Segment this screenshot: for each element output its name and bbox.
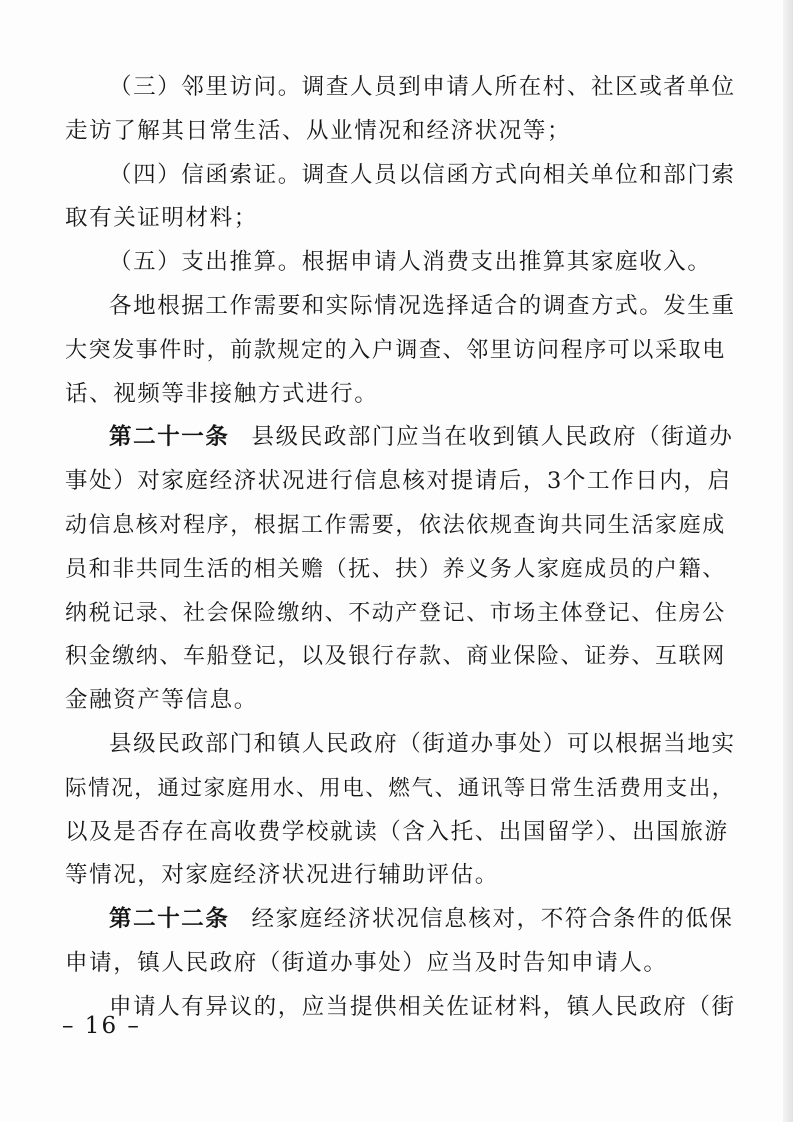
paragraph-line: 纳税记录、社会保险缴纳、不动产登记、市场主体登记、住房公 [65, 600, 726, 626]
article-21-text: 县级民政部门应当在收到镇人民政府（街道办 [251, 424, 734, 451]
paragraph-line: 积金缴纳、车船登记，以及银行存款、商业保险、证券、互联网 [65, 644, 726, 670]
paragraph-line: 金融资产等信息。 [65, 687, 258, 714]
document-body [65, 66, 737, 1030]
paragraph-line: 以及是否存在高收费学校就读（含入托、出国留学）、出国旅游 [65, 818, 729, 845]
paragraph-line: 走访了解其日常生活、从业情况和经济状况等； [65, 117, 572, 144]
paragraph-line: （三）邻里访问。调查人员到申请人所在村、社区或者单位 [109, 74, 736, 100]
paragraph-line: 各地根据工作需要和实际情况选择适合的调查方式。发生重 [109, 292, 736, 319]
article-21-first-line [65, 416, 737, 460]
paragraph-line: 县级民政部门和镇人民政府（街道办事处）可以根据当地实 [109, 730, 736, 757]
paragraph-line: 申请，镇人民政府（街道办事处）应当及时告知申请人。 [65, 949, 668, 976]
article-22-text: 经家庭经济状况信息核对，不符合条件的低保 [251, 906, 734, 933]
page-edge-shadow [783, 0, 793, 1122]
paragraph-line: 际情况，通过家庭用水、用电、燃气、通讯等日常生活费用支出， [65, 775, 735, 801]
paragraph-line: （五）支出推算。根据申请人消费支出推算其家庭收入。 [109, 249, 712, 276]
paragraph-line: 申请人有异议的，应当提供相关佐证材料，镇人民政府（街 [109, 993, 736, 1020]
paragraph-line: 取有关证明材料； [65, 205, 258, 232]
article-22-heading: 第二十二条 [109, 906, 230, 933]
paragraph-line: 大突发事件时，前款规定的入户调查、邻里访问程序可以采取电 [65, 337, 726, 363]
paragraph-line: 事处）对家庭经济状况进行信息核对提请后，3个工作日内，启 [65, 468, 732, 495]
paragraph-line: 话、视频等非接触方式进行。 [65, 380, 379, 407]
paragraph-line: （四）信函索证。调查人员以信函方式向相关单位和部门索 [109, 161, 736, 188]
page-number: – 16 – [62, 1013, 141, 1039]
paragraph-line: 等情况，对家庭经济状况进行辅助评估。 [65, 862, 499, 889]
paragraph-line: 动信息核对程序，根据工作需要，依法依规查询共同生活家庭成 [65, 512, 726, 538]
paragraph-line: 员和非共同生活的相关赡（抚、扶）养义务人家庭成员的户籍、 [65, 556, 726, 582]
article-21-heading: 第二十一条 [109, 424, 230, 451]
article-22-first-line [65, 898, 737, 942]
